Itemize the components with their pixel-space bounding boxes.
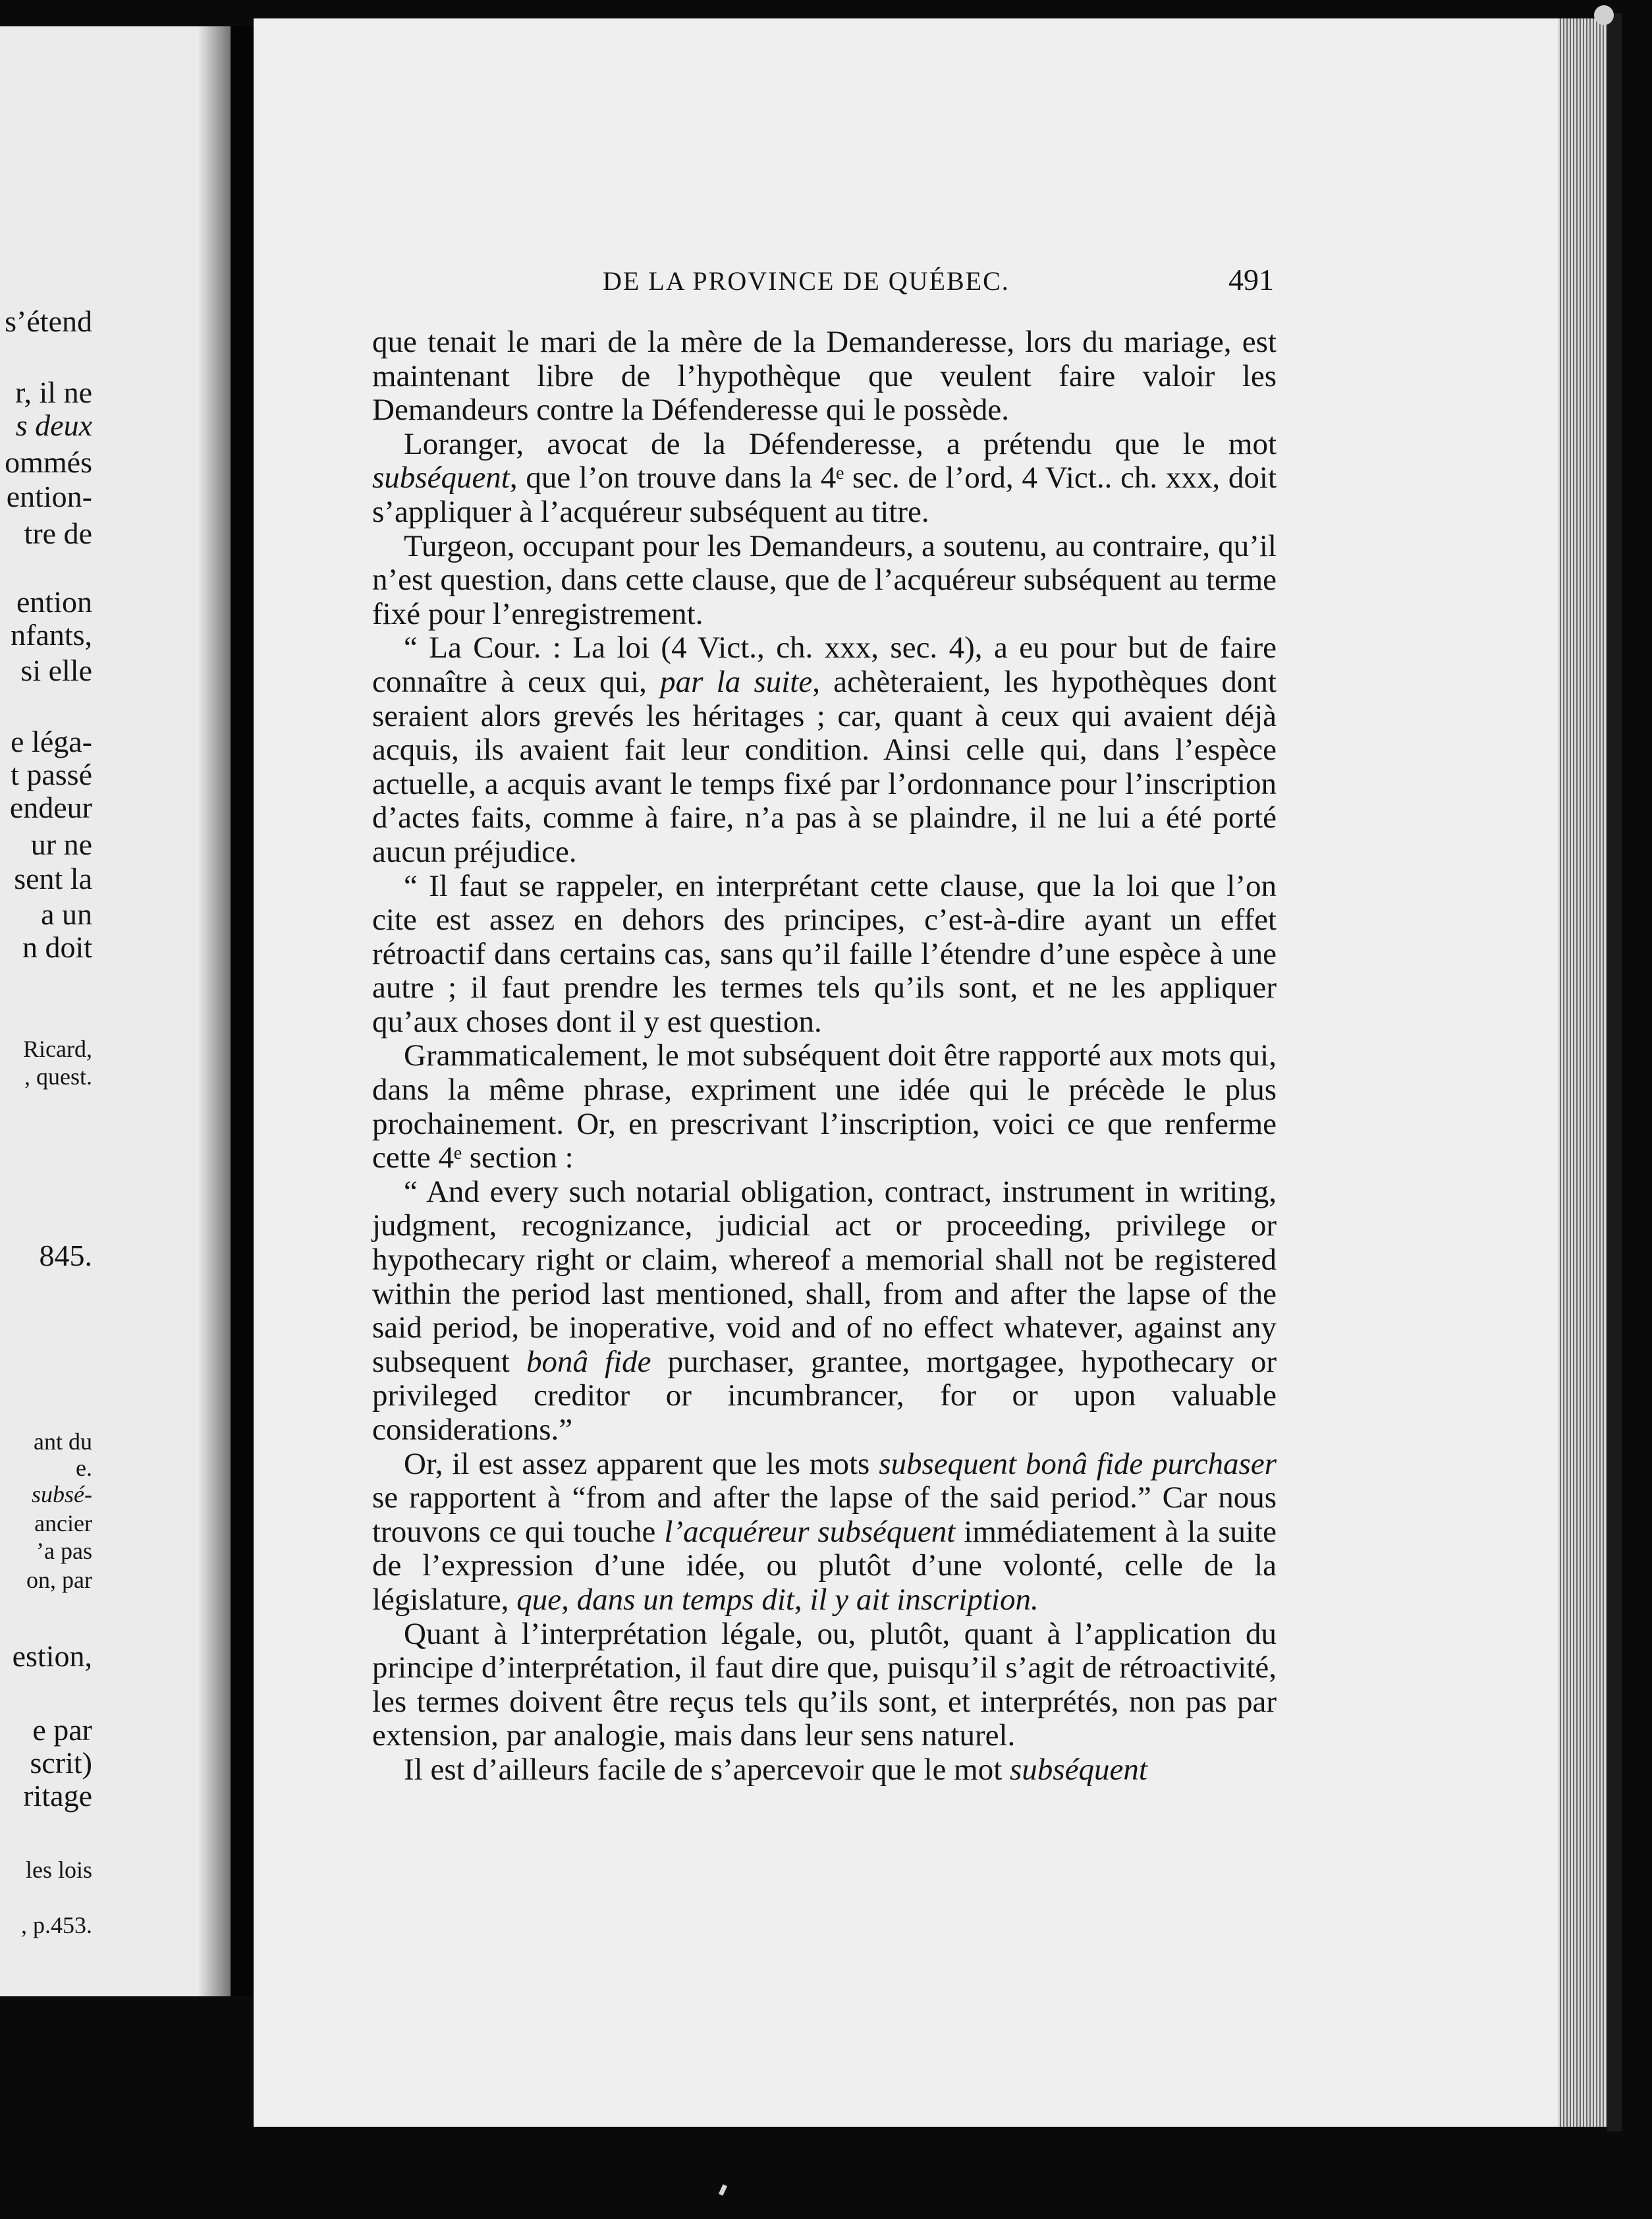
left-page-line: tre de [24, 517, 92, 550]
left-page-line: n doit [22, 930, 92, 964]
left-page-line: s’étend [5, 304, 92, 338]
left-page [0, 26, 231, 1996]
left-page-line: on, par [26, 1567, 92, 1593]
left-page-line: ancier [34, 1510, 92, 1536]
paragraph-7: “ And every such notarial obligation, contract, instrument in writing, judgment, recognizance, judicial act or proceeding, privilege or hypothecary right or claim, whereof a memorial shall not be registered within the period last mentioned, shall, from and after the lapse of the said period, be inoperative, void and of no effect whatever, against any subsequent bonâ fide purchaser, grantee, mortgagee, hypothecary or privileged creditor or incumbrancer, for or upon valuable considerations.” [372, 1174, 1277, 1447]
page-number: 491 [1228, 263, 1274, 296]
paragraph-1: que tenait le mari de la mère de la Demanderesse, lors du mariage, est maintenant libre de l’hypothèque que veulent faire valoir les Demandeurs contre la Défenderesse qui le possède. [372, 325, 1277, 428]
left-page-line: , p.453. [21, 1912, 92, 1938]
paragraph-10: Il est d’ailleurs facile de s’apercevoir que le mot subséquent [404, 1752, 1147, 1787]
left-page-line: s deux [15, 408, 92, 442]
left-page-line: Ricard, [23, 1036, 92, 1062]
paragraph-6: Grammaticalement, le mot subséquent doit être rapporté aux mots qui, dans la même phrase, expriment une idée qui le précède le plus prochainement. Or, en prescrivant l’inscription, voici ce que renferme cette 4ᵉ section : [372, 1038, 1277, 1175]
left-page-line: , quest. [24, 1063, 92, 1090]
left-page-line: ritage [23, 1779, 92, 1812]
left-page-line: endeur [9, 791, 92, 824]
left-page-line: e léga- [11, 725, 92, 758]
paragraph-8: Or, il est assez apparent que les mots subsequent bonâ fide purchaser se rapportent à “from and after the lapse of the said period.” Car nous trouvons ce qui touche l’acquéreur subséquent immédiatement à la suite de l’expression d’une idée, ou plutôt d’une volonté, celle de la législature, que, dans un temps dit, il y ait inscription. [372, 1446, 1277, 1617]
paragraph-5: “ Il faut se rappeler, en interprétant cette clause, que la loi que l’on cite est assez en dehors des principes, c’est-à-dire ayant un effet rétroactif dans certains cas, sans qu’il faille l’étendre d’une espèce à une autre ; il faut prendre les termes tels qu’ils sont, et ne les appliquer qu’aux choses dont il y est question. [372, 868, 1277, 1039]
left-page-line: estion, [12, 1639, 92, 1673]
left-page-line: les lois [25, 1857, 92, 1883]
left-page-line: ur ne [30, 828, 92, 861]
left-page-line: ant du [34, 1428, 92, 1455]
left-page-line: e par [32, 1713, 92, 1747]
gutter-shadow [198, 26, 257, 1996]
left-page-line: a un [41, 897, 92, 931]
left-page-line: ention [16, 585, 92, 619]
paragraph-9: Quant à l’interprétation légale, ou, plutôt, quant à l’application du principe d’interprétation, il faut dire que, puisqu’il s’agit de rétroactivité, les termes doivent être reçus tels qu’ils sont, et interprétés, non pas par extension, par analogie, mais dans leur sens naturel. [372, 1616, 1277, 1753]
left-page-line: si elle [20, 654, 92, 687]
left-page-line: nfants, [11, 618, 92, 652]
left-page-line: ommés [5, 445, 92, 479]
left-page-line: scrit) [30, 1746, 92, 1780]
left-page-line: ’a pas [36, 1538, 92, 1564]
left-page-line: 845. [39, 1239, 92, 1272]
paragraph-4: “ La Cour. : La loi (4 Vict., ch. xxx, sec. 4), a eu pour but de faire connaître à ceux qui, par la suite, achèteraient, les hypothèques dont seraient alors grevés les héritages ; car, quant à ceux qui avaient déjà acquis, ils avaient fait leur condition. Ainsi celle qui, dans l’espèce actuelle, a acquis avant le temps fixé par l’ordonnance pour l’inscription d’actes faits, comme à faire, n’a pas à se plaindre, il ne lui a été porté aucun préjudice. [372, 631, 1277, 869]
left-page-line: sent la [14, 862, 92, 895]
left-page-line: ention- [6, 480, 92, 513]
page-corner [1594, 5, 1614, 25]
body-text [372, 325, 1277, 1787]
left-page-line: e. [76, 1455, 92, 1481]
paragraph-3: Turgeon, occupant pour les Demandeurs, a soutenu, au contraire, qu’il n’est question, dans cette clause, que de l’acquéreur subséquent au terme fixé pour l’enregistrement. [372, 528, 1277, 631]
scan-speck [719, 2184, 727, 2195]
left-page-line: t passé [11, 758, 92, 791]
running-header: DE LA PROVINCE DE QUÉBEC. [603, 266, 1010, 296]
left-page-line: subsé- [32, 1481, 92, 1507]
page-edge-dark [1607, 13, 1622, 2131]
paragraph-2: Loranger, avocat de la Défenderesse, a prétendu que le mot subséquent, que l’on trouve dans la 4ᵉ sec. de l’ord, 4 Vict.. ch. xxx, doit s’appliquer à l’acquéreur subséquent au titre. [372, 426, 1277, 529]
left-page-line: r, il ne [15, 376, 92, 409]
